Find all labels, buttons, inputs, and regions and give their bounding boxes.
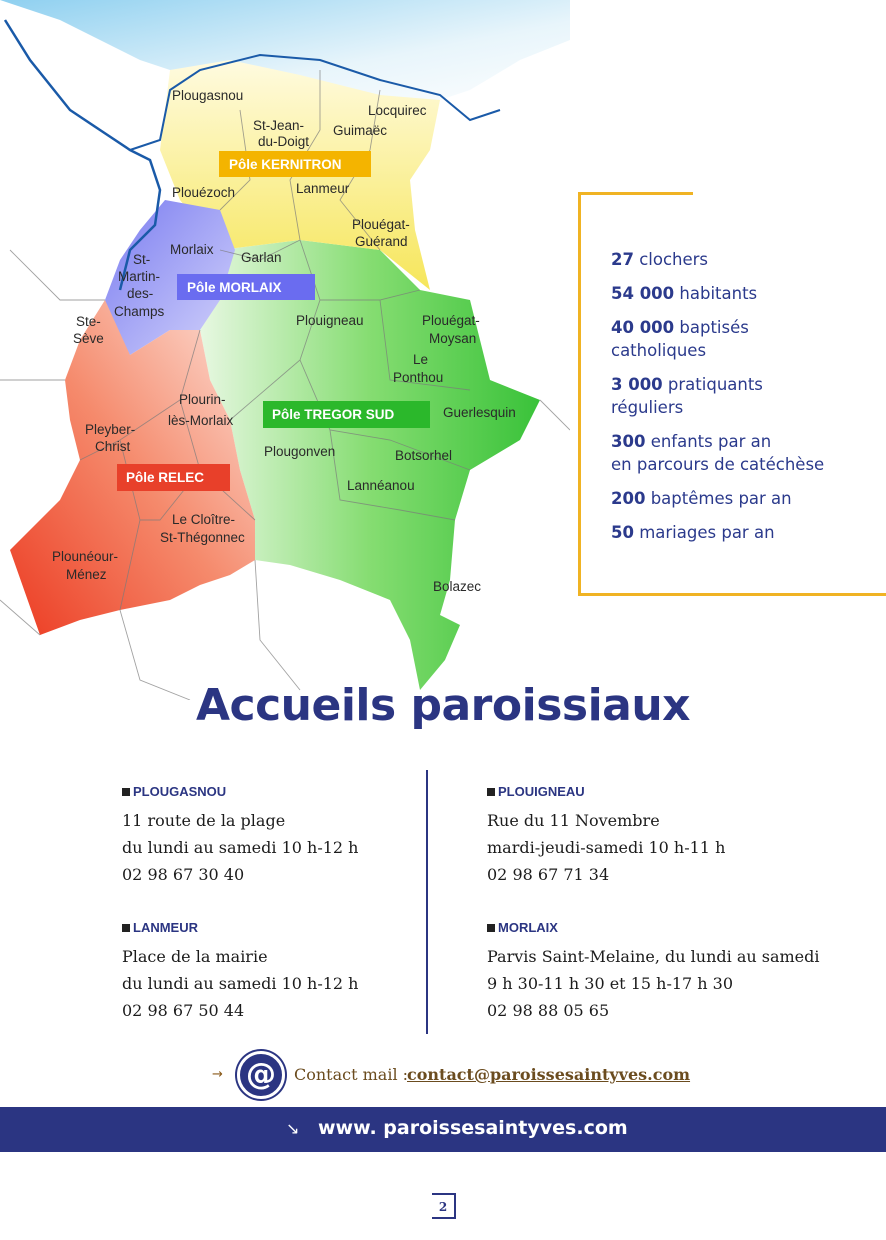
stat-item — [611, 282, 881, 305]
town-st-martin-2: Martin- — [118, 269, 161, 284]
town-le-ponthou-1: Le — [413, 352, 429, 367]
pole-relec-label — [117, 464, 230, 491]
stat-number: 50 — [611, 523, 634, 542]
stats-box — [578, 192, 886, 596]
town-st-martin-1: St- — [133, 252, 151, 267]
contact-label: Contact mail : — [294, 1065, 409, 1084]
pole-tregor-sud-area — [200, 240, 540, 690]
accueil-name: PLOUIGNEAU — [487, 783, 847, 801]
arrow-down-right-icon: ↘ — [286, 1119, 300, 1138]
town-pleyber-2: Christ — [95, 439, 131, 454]
town-st-martin-3: des- — [127, 286, 154, 301]
town-guerlesquin: Guerlesquin — [443, 405, 516, 420]
contact-email-link[interactable]: contact@paroissesaintyves.com — [407, 1065, 691, 1084]
town-plouezoch: Plouézoch — [172, 185, 236, 200]
town-botsorhel: Botsorhel — [395, 448, 453, 463]
stat-label: pratiquants — [662, 375, 763, 394]
town-st-jean-2: du-Doigt — [258, 134, 310, 149]
pole-kernitron-label — [219, 151, 371, 177]
column-divider — [426, 770, 428, 1034]
stats-list — [611, 248, 881, 555]
website-bar — [0, 1107, 886, 1152]
town-bolazec: Bolazec — [433, 579, 482, 594]
town-plouegat-moysan-1: Plouégat- — [422, 313, 480, 328]
town-guimaec: Guimaëc — [333, 123, 388, 138]
stat-number: 300 — [611, 432, 646, 451]
bullet-square-icon — [122, 924, 130, 932]
contact-row — [0, 1050, 886, 1100]
town-st-martin-4: Champs — [114, 304, 165, 319]
svg-text:Pôle TREGOR SUD: Pôle TREGOR SUD — [272, 407, 395, 422]
stat-label-line2: en parcours de catéchèse — [611, 455, 825, 474]
town-plouigneau: Plouigneau — [296, 313, 364, 328]
town-cloitre-1: Le Cloître- — [172, 512, 236, 527]
accueil-name: MORLAIX — [487, 919, 847, 937]
bullet-square-icon — [487, 924, 495, 932]
town-plourin-2: lès-Morlaix — [168, 413, 234, 428]
stat-label: baptêmes par an — [645, 489, 792, 508]
accueil-morlaix — [487, 919, 847, 1024]
town-lanneanou: Lannéanou — [347, 478, 415, 493]
website-link[interactable]: www. paroissesaintyves.com — [318, 1117, 628, 1139]
pole-tregor-sud-label — [263, 401, 430, 428]
town-plouneour-2: Ménez — [66, 567, 107, 582]
accueil-plouigneau — [487, 783, 847, 888]
town-plouegat-moysan-2: Moysan — [429, 331, 477, 346]
accueil-name: PLOUGASNOU — [122, 783, 482, 801]
accueil-address: Parvis Saint-Melaine, du lundi au samedi — [487, 947, 820, 966]
stat-label: baptisés — [674, 318, 749, 337]
accueil-lanmeur — [122, 919, 482, 1024]
stat-item — [611, 521, 881, 544]
accueil-plougasnou — [122, 783, 482, 888]
stat-label: habitants — [674, 284, 758, 303]
accueil-name: LANMEUR — [122, 919, 482, 937]
svg-text:Pôle KERNITRON: Pôle KERNITRON — [229, 157, 342, 172]
town-plougasnou: Plougasnou — [172, 88, 244, 103]
at-sign-icon: @ — [237, 1051, 285, 1099]
town-st-jean-1: St-Jean- — [253, 118, 305, 133]
accueil-hours: du lundi au samedi 10 h-12 h — [122, 838, 359, 857]
page-number: 2 — [432, 1193, 456, 1219]
town-lanmeur: Lanmeur — [296, 181, 350, 196]
accueil-phone: 02 98 67 30 40 — [122, 865, 245, 884]
stat-label: mariages par an — [633, 523, 775, 542]
page-title: Accueils paroissiaux — [195, 680, 691, 731]
stat-number: 200 — [611, 489, 646, 508]
accueil-hours: du lundi au samedi 10 h-12 h — [122, 974, 359, 993]
town-morlaix: Morlaix — [170, 242, 214, 257]
parish-map-svg — [0, 0, 570, 700]
town-pleyber-1: Pleyber- — [85, 422, 136, 437]
stat-number: 3 000 — [611, 375, 663, 394]
stat-item — [611, 248, 881, 271]
arrow-right-icon: → — [212, 1067, 223, 1082]
stat-label: clochers — [633, 250, 709, 269]
stat-label: enfants par an — [645, 432, 772, 451]
stat-item — [611, 487, 881, 510]
pole-morlaix-label — [177, 274, 315, 300]
town-plourin-1: Plourin- — [179, 392, 226, 407]
accueil-address: Place de la mairie — [122, 947, 268, 966]
town-ste-seve-2: Sève — [73, 331, 104, 346]
town-garlan: Garlan — [241, 250, 282, 265]
town-ste-seve-1: Ste- — [76, 314, 101, 329]
stat-number: 54 000 — [611, 284, 675, 303]
bullet-square-icon — [122, 788, 130, 796]
town-plouneour-1: Plounéour- — [52, 549, 119, 564]
stat-number: 27 — [611, 250, 634, 269]
svg-text:Pôle RELEC: Pôle RELEC — [126, 470, 205, 485]
town-locquirec: Locquirec — [368, 103, 427, 118]
stat-number: 40 000 — [611, 318, 675, 337]
town-cloitre-2: St-Thégonnec — [160, 530, 245, 545]
stat-item — [611, 430, 881, 476]
parish-map — [0, 0, 570, 700]
svg-text:Pôle MORLAIX: Pôle MORLAIX — [187, 280, 282, 295]
accueil-phone: 02 98 67 50 44 — [122, 1001, 245, 1020]
accueil-address: Rue du 11 Novembre — [487, 811, 660, 830]
stat-item — [611, 316, 881, 362]
accueil-phone: 02 98 67 71 34 — [487, 865, 610, 884]
stat-label-line2: catholiques — [611, 341, 707, 360]
accueil-hours: mardi-jeudi-samedi 10 h-11 h — [487, 838, 726, 857]
town-le-ponthou-2: Ponthou — [393, 370, 444, 385]
town-plougonven: Plougonven — [264, 444, 336, 459]
accueil-phone: 02 98 88 05 65 — [487, 1001, 610, 1020]
accueil-hours: 9 h 30-11 h 30 et 15 h-17 h 30 — [487, 974, 734, 993]
stat-item — [611, 373, 881, 419]
stat-label-line2: réguliers — [611, 398, 684, 417]
bullet-square-icon — [487, 788, 495, 796]
accueil-address: 11 route de la plage — [122, 811, 286, 830]
town-plouegat-guerand-1: Plouégat- — [352, 217, 410, 232]
town-plouegat-guerand-2: Guérand — [355, 234, 408, 249]
